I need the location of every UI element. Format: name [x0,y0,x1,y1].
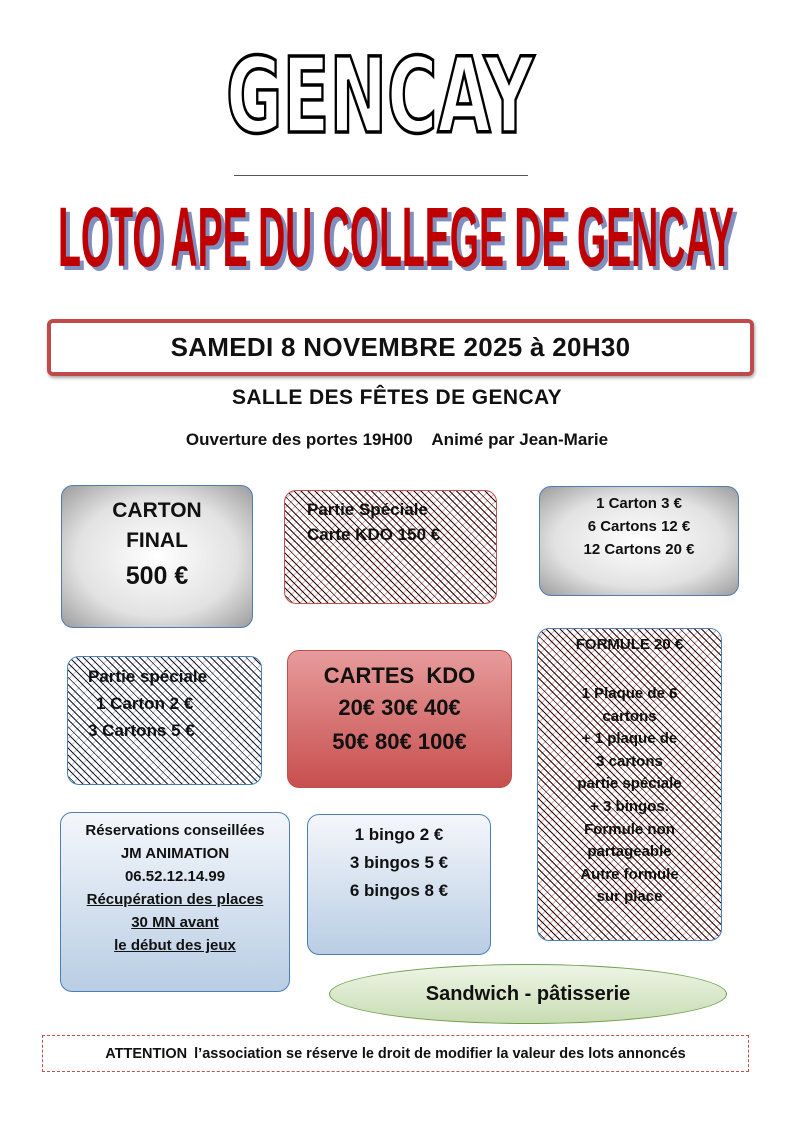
reservations-box [60,812,290,992]
carton-prices-box [539,486,739,596]
carton-final-line2: FINAL [126,529,188,552]
bingo-price-2: 3 bingos 5 € [349,853,449,872]
bingo-price-3: 6 bingos 8 € [349,881,449,900]
host-name: Animé par Jean-Marie [431,430,609,449]
bingo-prices-box [307,814,491,955]
event-title [52,178,744,288]
notice-label: ATTENTION [105,1045,188,1062]
carton-final-line1: CARTON [112,499,202,522]
venue: SALLE DES FÊTES DE GENCAY [231,386,563,409]
gift-cards-row1: 20€ 30€ 40€ [338,695,461,720]
carton-final-amount: 500 € [125,562,189,590]
formula-line: + 1 plaque de [581,730,678,748]
notice-box [42,1035,749,1072]
special-game-line2: 1 Carton 2 € [96,694,194,713]
formula-title: FORMULE 20 € [575,636,684,653]
date-text: SAMEDI 8 NOVEMBRE 2025 à 20H30 [170,332,631,362]
formula-line: 1 Plaque de 6 [581,685,678,702]
town-title [220,14,540,157]
reservations-line1: Réservations conseillées [85,822,265,839]
formula-line: Autre formule [580,865,679,883]
reservations-organizer: JM ANIMATION [120,845,230,862]
food-text: Sandwich - pâtisserie [425,982,631,1005]
notice-text: l’association se réserve le droit de modifier la valeur des lots annoncés [194,1045,686,1062]
formula-line: sur place [596,888,663,906]
opening-info [0,430,794,450]
gift-cards-box [287,650,512,788]
reservations-line5: 30 MN avant [131,914,219,931]
carton-price-2: 6 Cartons 12 € [587,518,691,535]
reservations-line4: Récupération des places [86,891,264,908]
formula-box [537,628,722,941]
divider-line [234,175,528,176]
svg-text:LOTO APE DU COLLEGE DE GENCAY: LOTO APE DU COLLEGE DE GENCAY [62,194,738,288]
formula-line: partie spéciale [577,775,682,793]
gift-cards-title: CARTES KDO [323,663,476,688]
svg-text:LOTO APE DU COLLEGE DE GENCAY: LOTO APE DU COLLEGE DE GENCAY [58,190,734,284]
doors-time: Ouverture des portes 19H00 [185,430,413,449]
gift-cards-row2: 50€ 80€ 100€ [332,729,467,754]
food-banner [329,964,727,1024]
special-game-kdo-line2: Carte KDO 150 € [307,525,441,544]
formula-line: + 3 bingos. [590,797,669,815]
formula-line: 3 cartons [596,752,663,770]
carton-final-box [61,485,253,628]
reservations-line6: le début des jeux [114,937,236,954]
bingo-price-1: 1 bingo 2 € [354,825,444,844]
formula-line: partageable [587,843,672,861]
special-game-kdo-box [284,490,497,604]
carton-price-1: 1 Carton 3 € [596,495,682,512]
date-banner [47,319,754,376]
svg-text:GENCAY: GENCAY [226,35,536,157]
special-game-kdo-line1: Partie Spéciale [307,500,428,519]
special-game-cartons-box [67,656,262,785]
carton-price-3: 12 Cartons 20 € [583,541,695,558]
special-game-line3: 3 Cartons 5 € [88,721,195,740]
reservations-phone: 06.52.12.14.99 [124,868,226,885]
formula-line: Formule non [584,820,675,838]
special-game-line1: Partie spéciale [88,667,208,686]
formula-line: cartons [602,707,657,725]
